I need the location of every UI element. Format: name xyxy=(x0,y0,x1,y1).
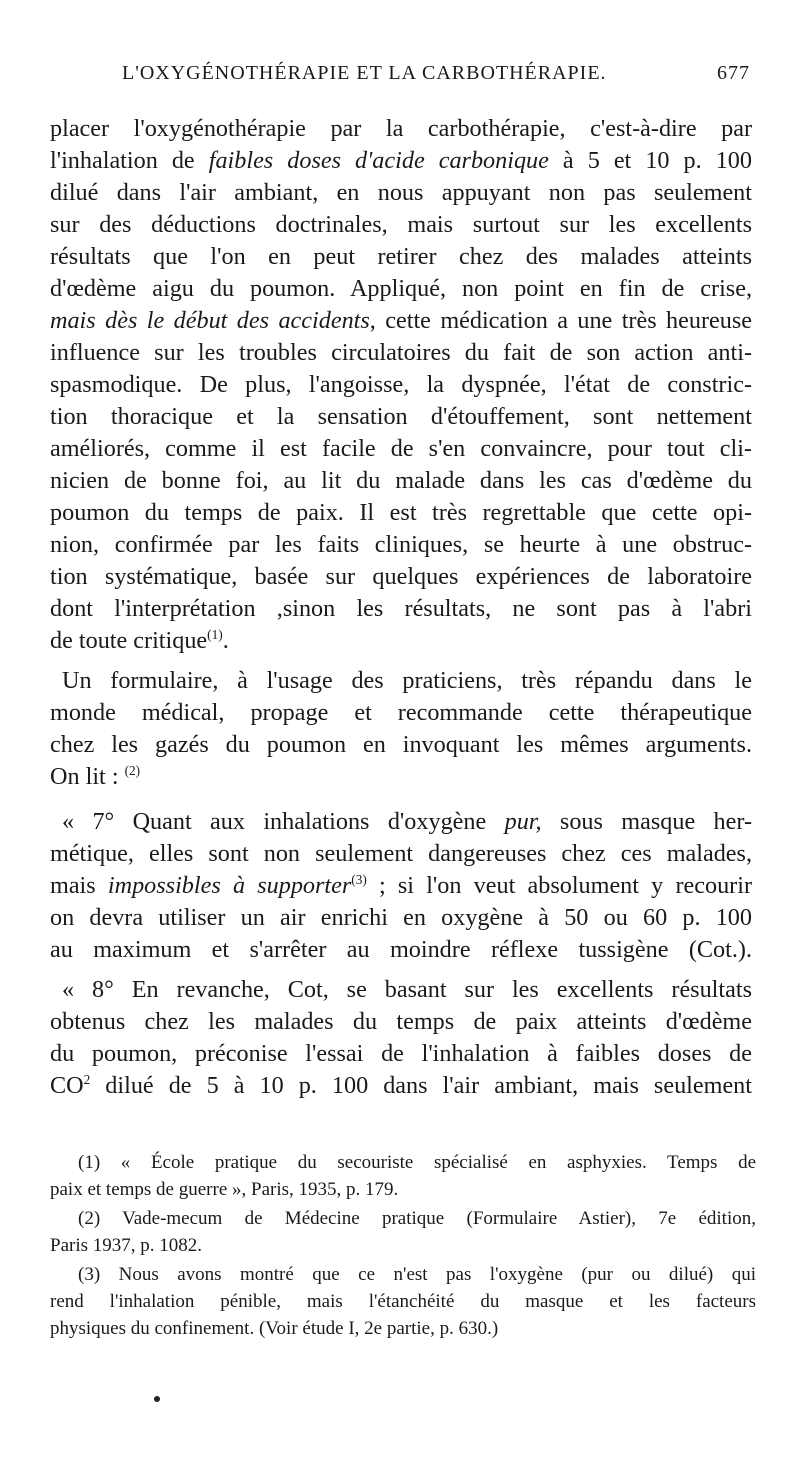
text-line: améliorés, comme il est facile de s'en convaincre, pour tout cli- xyxy=(50,435,752,462)
text-line: chez les gazés du poumon en invoquant les mêmes arguments. xyxy=(50,731,752,758)
footnote: (1) « École pratique du secouriste spécialisé en asphyxies. Temps de xyxy=(78,1152,756,1173)
italic-phrase: impossibles à supporter xyxy=(107,872,352,899)
text-line: « 7° Quant aux inhalations d'oxygène pur, sous masque her- xyxy=(62,808,752,835)
footnote-continuation: rend l'inhalation pénible, mais l'étanchéité du masque et les facteurs xyxy=(50,1291,756,1312)
text-line: dont l'interprétation ,sinon les résultats, ne sont pas à l'abri xyxy=(50,595,752,622)
text-line: nicien de bonne foi, au lit du malade dans les cas d'œdème du xyxy=(50,467,752,494)
text-line: on devra utiliser un air enrichi en oxygène à 50 ou 60 p. 100 xyxy=(50,904,752,931)
text-line: résultats que l'on en peut retirer chez des malades atteints xyxy=(50,243,752,270)
text-line: au maximum et s'arrêter au moindre réflexe tussigène (Cot.). xyxy=(50,936,752,963)
ink-dot xyxy=(154,1396,160,1402)
text-line: « 8° En revanche, Cot, se basant sur les excellents résultats xyxy=(62,976,752,1003)
text-line: placer l'oxygénothérapie par la carbothérapie, c'est-à-dire par xyxy=(50,115,752,142)
page-number: 677 xyxy=(717,62,750,84)
footnote-ref: (3) xyxy=(351,871,367,887)
footnote-ref: (1) xyxy=(207,626,223,642)
italic-phrase: faibles doses d'acide carbonique xyxy=(208,147,549,174)
text-line: métique, elles sont non seulement dangereuses chez ces malades, xyxy=(50,840,752,867)
text-line: monde médical, propage et recommande cette thérapeutique xyxy=(50,699,752,726)
text-line: obtenus chez les malades du temps de paix atteints d'œdème xyxy=(50,1008,752,1035)
text-line: tion systématique, basée sur quelques expériences de laboratoire xyxy=(50,563,752,590)
text-line: mais impossibles à supporter$^{(3)}$ ; si l'on veut absolument y recourir xyxy=(50,871,753,899)
text-line: mais dès le début des accidents, cette médication a une très heureuse xyxy=(50,307,752,334)
footnote-continuation: physiques du confinement. (Voir étude I, 2e partie, p. 630.) xyxy=(50,1318,499,1339)
text-line: nion, confirmée par les faits cliniques, se heurte à une obstruc- xyxy=(50,531,752,558)
text-line: On lit : $^{(2)}$ xyxy=(50,762,141,790)
footnote-continuation: paix et temps de guerre », Paris, 1935, p. 179. xyxy=(50,1179,399,1200)
footnote-ref: (2) xyxy=(124,762,141,778)
italic-phrase: mais dès le début des accidents xyxy=(50,307,370,334)
superscript: 2 xyxy=(83,1071,91,1087)
text-line: sur des déductions doctrinales, mais surtout sur les excellents xyxy=(50,211,752,238)
text-line: $CO^2$ dilué de 5 à 10 p. 100 dans l'air ambiant, mais seulement xyxy=(50,1071,752,1099)
text-line: tion thoracique et la sensation d'étouffement, sont nettement xyxy=(50,403,752,430)
italic-phrase: pur, xyxy=(504,808,542,835)
text-line: spasmodique. De plus, l'angoisse, la dyspnée, l'état de constric- xyxy=(50,371,752,398)
running-title: L'OXYGÉNOTHÉRAPIE ET LA CARBOTHÉRAPIE. xyxy=(122,62,607,84)
text-line: influence sur les troubles circulatoires du fait de son action anti- xyxy=(50,339,752,366)
text-line: l'inhalation de faibles doses d'acide carbonique à 5 et 10 p. 100 xyxy=(50,147,752,174)
footnote: (3) Nous avons montré que ce n'est pas l'oxygène (pur ou dilué) qui xyxy=(78,1264,756,1285)
text-line: d'œdème aigu du poumon. Appliqué, non point en fin de crise, xyxy=(50,275,752,302)
text-line: Un formulaire, à l'usage des praticiens, très répandu dans le xyxy=(62,667,752,694)
text-line: de toute critique$^{(1)}$. xyxy=(50,626,229,654)
footnote-continuation: Paris 1937, p. 1082. xyxy=(50,1235,202,1256)
footnote: (2) Vade-mecum de Médecine pratique (Formulaire Astier), 7e édition, xyxy=(78,1208,756,1229)
running-header xyxy=(52,62,752,92)
text-line: dilué dans l'air ambiant, en nous appuyant non pas seulement xyxy=(50,179,752,206)
text-line: poumon du temps de paix. Il est très regrettable que cette opi- xyxy=(50,499,752,526)
text-line: du poumon, préconise l'essai de l'inhalation à faibles doses de xyxy=(50,1040,752,1067)
